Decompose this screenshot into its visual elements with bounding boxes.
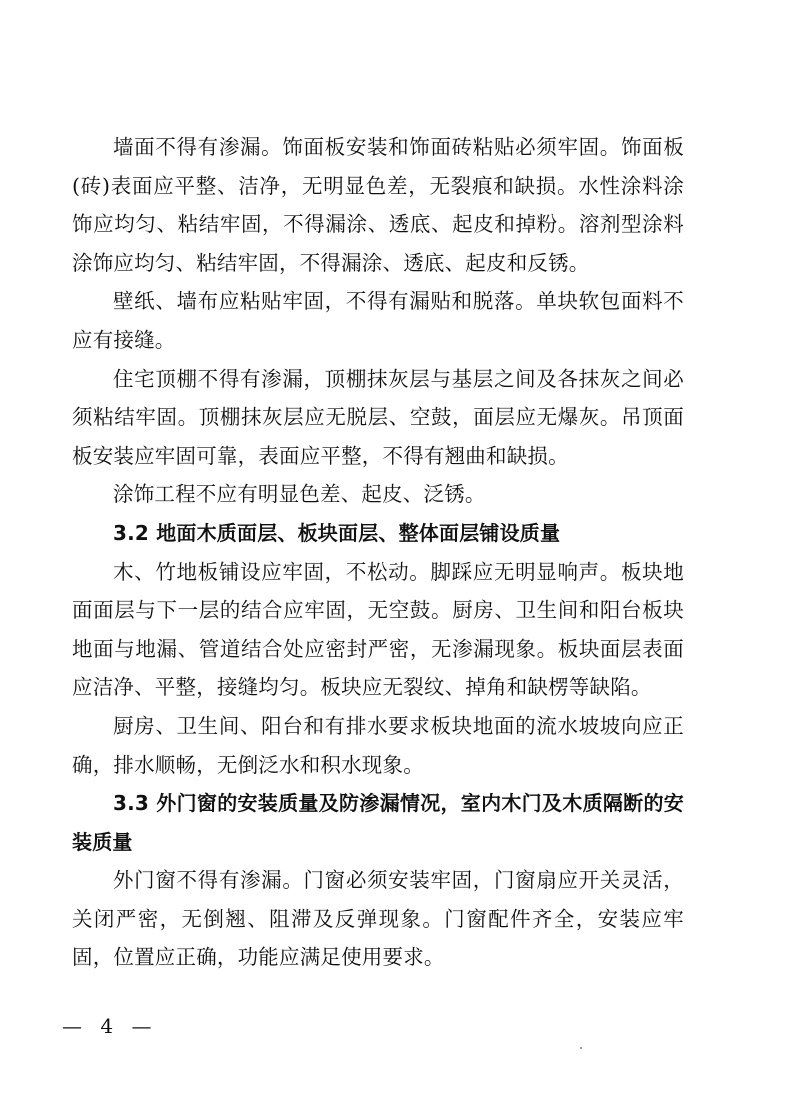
paragraph-floor-laying: 木、竹地板铺设应牢固，不松动。脚踩应无明显响声。板块地面面层与下一层的结合应牢固，无空鼓。厨房、卫生间和阳台板块地面与地漏、管道结合处应密封严密，无渗漏现象。板块面层表面应洁净、平整，接缝均匀。板块应无裂纹、掉角和缺楞等缺陷。 bbox=[72, 559, 684, 700]
paragraph-wall-finish: 墙面不得有渗漏。饰面板安装和饰面砖粘贴必须牢固。饰面板(砖)表面应平整、洁净，无明显色差，无裂痕和缺损。水性涂料涂饰应均匀、粘结牢固，不得漏涂、透底、起皮和掉粉。溶剂型涂料涂饰应均匀、粘结牢固，不得漏涂、透底、起皮和反锈。 bbox=[72, 135, 684, 275]
section-heading-3-3: 3.3 外门窗的安装质量及防渗漏情况，室内木门及木质隔断的安装质量 bbox=[72, 791, 684, 854]
paragraph-exterior-windows: 外门窗不得有渗漏。门窗必须安装牢固，门窗扇应开关灵活，关闭严密，无倒翘、阻滞及反弹现象。门窗配件齐全，安装应牢固，位置应正确，功能应满足使用要求。 bbox=[72, 868, 684, 970]
section-heading-3-2: 3.2 地面木质面层、板块面层、整体面层铺设质量 bbox=[113, 520, 561, 545]
paragraph-wallpaper: 壁纸、墙布应粘贴牢固，不得有漏贴和脱落。单块软包面料不应有接缝。 bbox=[72, 289, 684, 352]
page-number: — 4 — bbox=[62, 1014, 158, 1038]
document-body bbox=[72, 128, 684, 977]
paragraph-floor-drainage: 厨房、卫生间、阳台和有排水要求板块地面的流水坡坡向应正确，排水顺畅，无倒泛水和积水现象。 bbox=[72, 713, 684, 777]
scan-speck bbox=[580, 1047, 582, 1049]
paragraph-ceiling: 住宅顶棚不得有渗漏，顶棚抹灰层与基层之间及各抹灰之间必须粘结牢固。顶棚抹灰层应无脱层、空鼓，面层应无爆灰。吊顶面板安装应牢固可靠，表面应平整，不得有翘曲和缺损。 bbox=[72, 366, 684, 468]
paragraph-coating: 涂饰工程不应有明显色差、起皮、泛锈。 bbox=[113, 482, 486, 507]
